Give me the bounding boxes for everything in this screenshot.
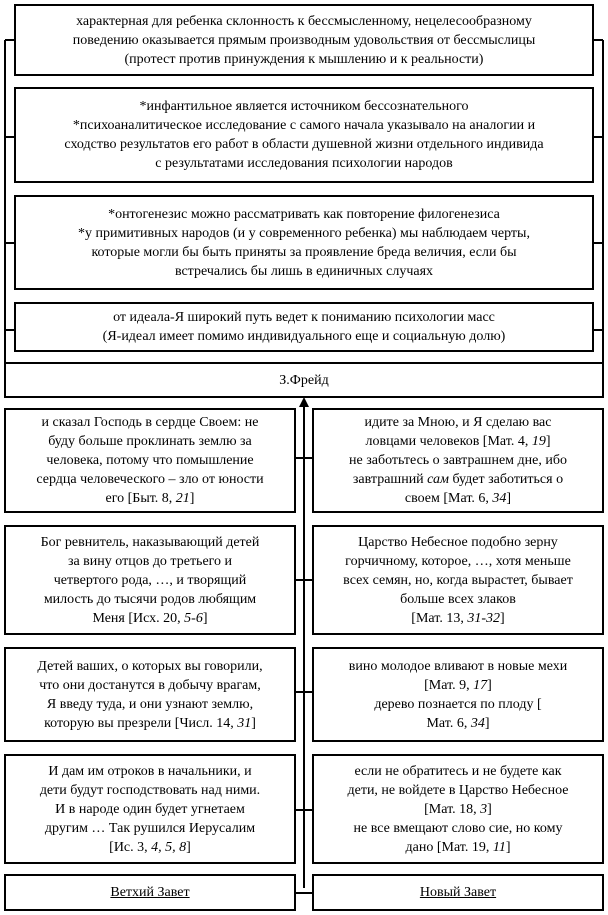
freud-box-3 bbox=[14, 195, 594, 290]
text-line: идите за Мною, и Я сделаю вас bbox=[364, 415, 552, 430]
text-line: встречались бы лишь в единичных случаях bbox=[174, 263, 434, 279]
reference: дано [Мат. 19, 11] bbox=[405, 839, 511, 855]
text-line: поведению оказывается прямым производным удовольствия от бессмыслицы bbox=[72, 32, 536, 48]
nt-box-3 bbox=[312, 647, 604, 742]
text-line: всех семян, но, когда вырастет, бывает bbox=[343, 572, 573, 588]
nt-label-text: Новый Завет bbox=[419, 885, 497, 900]
text-line: четвертого рода, …, и творящий bbox=[53, 572, 247, 588]
freud-box-1 bbox=[14, 4, 594, 76]
ot-box-2 bbox=[4, 525, 296, 635]
reference: которую вы презрели [Числ. 14, 31] bbox=[44, 715, 256, 731]
text-line: милость до тысячи родов любящим bbox=[43, 591, 257, 607]
text-line: которые могли бы быть приняты за проявление бреда величия, если бы bbox=[91, 244, 517, 260]
nt-label bbox=[312, 874, 604, 911]
text-line: Я введу туда, и они узнают землю, bbox=[46, 696, 254, 712]
reference: Мат. 6, 34] bbox=[426, 715, 490, 731]
text-line: больше всех злаков bbox=[400, 591, 516, 607]
text-line: другим … Так рушился Иерусалим bbox=[44, 820, 256, 836]
reference: его [Быт. 8, 21] bbox=[105, 491, 195, 506]
text-line: от идеала-Я широкий путь ведет к пониманию психологии масс bbox=[113, 310, 495, 325]
text-line: завтрашний сам будет заботиться о bbox=[352, 472, 564, 487]
freud-label-text: З.Фрейд bbox=[279, 372, 329, 388]
ot-label bbox=[4, 874, 296, 911]
text-line: Бог ревнитель, наказывающий детей bbox=[40, 534, 260, 550]
text-line: вино молодое вливают в новые мехи bbox=[348, 658, 568, 674]
text-line: (Я-идеал имеет помимо индивидуального еще и социальную долю) bbox=[102, 329, 506, 344]
reference: [Мат. 13, 31-32] bbox=[411, 610, 505, 626]
text-line: сердца человеческого – зло от юности bbox=[36, 472, 264, 487]
reference: Меня [Исх. 20, 5-6] bbox=[92, 610, 208, 626]
text-line: если не обратитесь и не будете как bbox=[354, 763, 562, 779]
text-line: *инфантильное является источником бессознательного bbox=[139, 99, 469, 114]
ot-box-4 bbox=[4, 754, 296, 864]
text-line: дети будут господствовать над ними. bbox=[39, 782, 261, 798]
ot-box-3 bbox=[4, 647, 296, 742]
text-line: (протест против принуждения к мышлению и к реальности) bbox=[124, 51, 484, 67]
text-line: за вину отцов до третьего и bbox=[67, 553, 233, 569]
freud-box-2 bbox=[14, 87, 594, 183]
text-line: сходство результатов его работ в области душевной жизни отдельного индивида bbox=[64, 137, 544, 152]
reference: своем [Мат. 6, 34] bbox=[404, 491, 512, 506]
reference: [Мат. 18, 3] bbox=[424, 801, 492, 817]
reference: [Ис. 3, 4, 5, 8] bbox=[109, 839, 191, 855]
reference: [Мат. 9, 17] bbox=[424, 677, 492, 693]
text-line: горчичному, которое, …, хотя меньше bbox=[345, 553, 571, 569]
text-line: и сказал Господь в сердце Своем: не bbox=[41, 415, 259, 430]
text-line: что они достанутся в добычу врагам, bbox=[39, 677, 261, 693]
text-line: И дам им отроков в начальники, и bbox=[48, 763, 252, 779]
text-line: с результатами исследования психологии народов bbox=[155, 156, 453, 171]
nt-box-1 bbox=[312, 408, 604, 513]
text-line: Детей ваших, о которых вы говорили, bbox=[37, 658, 263, 674]
text-line: дети, не войдете в Царство Небесное bbox=[347, 782, 569, 798]
text-line: характерная для ребенка склонность к бессмысленному, нецелесообразному bbox=[76, 13, 532, 29]
ot-box-1 bbox=[4, 408, 296, 513]
text-line: дерево познается по плоду [ bbox=[374, 696, 542, 712]
ot-label-text: Ветхий Завет bbox=[110, 885, 190, 900]
text-line: человека, потому что помышление bbox=[46, 453, 254, 468]
freud-label bbox=[4, 362, 604, 398]
text-line: Царство Небесное подобно зерну bbox=[358, 534, 558, 550]
nt-box-2 bbox=[312, 525, 604, 635]
text-line: И в народе один будет угнетаем bbox=[55, 801, 245, 817]
text-line: не все вмещают слово сие, но кому bbox=[353, 820, 563, 836]
reference: ловцами человеков [Мат. 4, 19] bbox=[365, 434, 551, 449]
text-line: *психоаналитическое исследование с самого начала указывало на аналогии и bbox=[72, 118, 536, 133]
freud-box-4 bbox=[14, 302, 594, 352]
text-line: *онтогенезис можно рассматривать как повторение филогенезиса bbox=[108, 206, 500, 222]
arrow-head bbox=[299, 397, 309, 407]
text-line: не заботьтесь о завтрашнем дне, ибо bbox=[349, 453, 567, 468]
nt-box-4 bbox=[312, 754, 604, 864]
text-line: буду больше проклинать землю за bbox=[48, 434, 252, 449]
text-line: *у примитивных народов (и у современного ребенка) мы наблюдаем черты, bbox=[78, 225, 530, 241]
